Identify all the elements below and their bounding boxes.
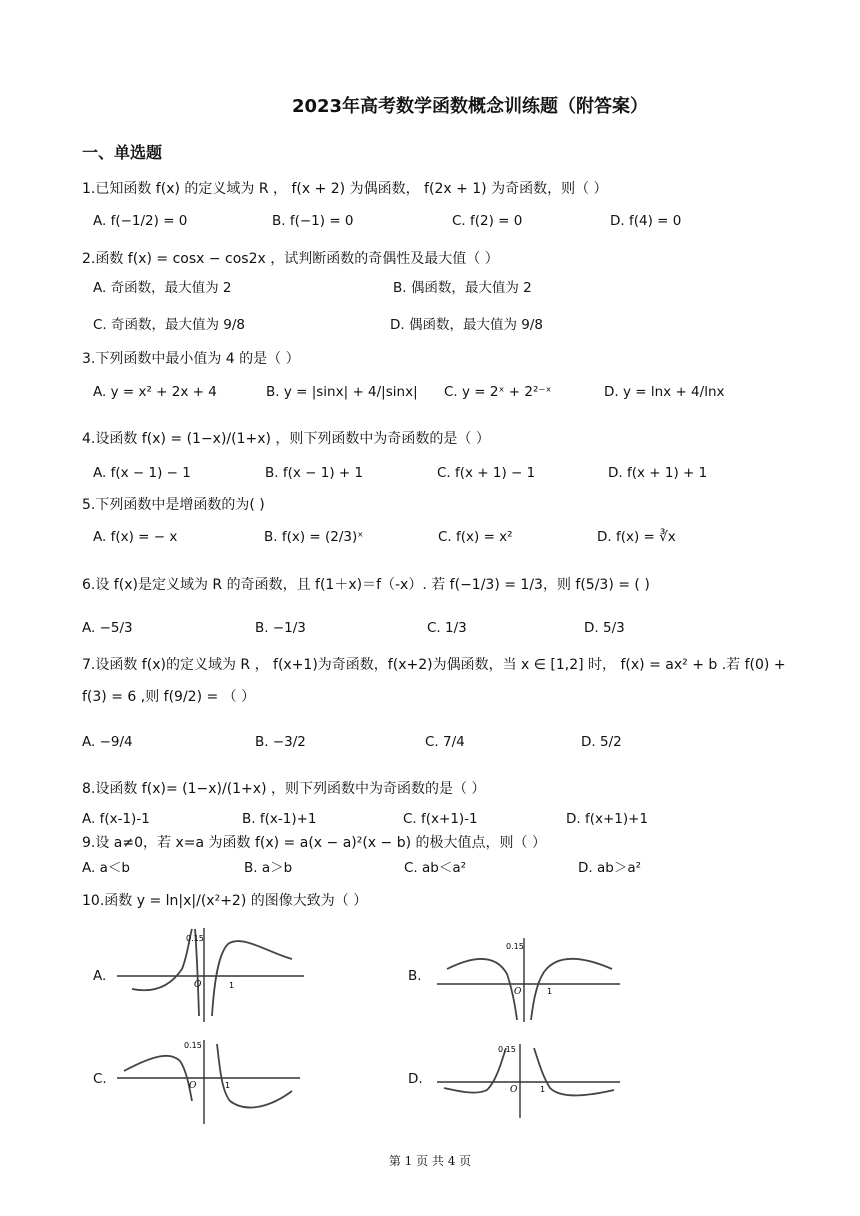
q4-option-d: D. f(x + 1) + 1 [608, 465, 708, 481]
q7-option-d: D. 5/2 [581, 734, 622, 750]
q9-option-c: C. ab＜a² [404, 860, 467, 876]
q5-option-c: C. f(x) = x² [438, 529, 513, 545]
question-7-stem-line2: f(3) = 6 ,则 f(9/2) = （ ） [82, 689, 256, 705]
q6-option-c: C. 1/3 [427, 620, 467, 636]
graph-b [432, 934, 627, 1024]
q8-option-d: D. f(x+1)+1 [566, 811, 649, 827]
graph-a-origin: O [194, 980, 202, 990]
q7-option-a: A. −9/4 [82, 734, 133, 750]
q5-option-b: B. f(x) = (2/3)ˣ [264, 529, 364, 545]
q8-option-b: B. f(x-1)+1 [242, 811, 317, 827]
question-4-stem: 4.设函数 f(x) = (1−x)/(1+x) ，则下列函数中为奇函数的是（ ） [82, 431, 490, 447]
graph-d-origin: O [510, 1085, 518, 1095]
question-1-stem: 1.已知函数 f(x) 的定义域为 R ， f(x + 2) 为偶函数， f(2x + 1) 为奇函数，则（ ） [82, 181, 608, 197]
q3-option-a: A. y = x² + 2x + 4 [93, 384, 217, 400]
q6-option-b: B. −1/3 [255, 620, 306, 636]
q10-option-d: D. [408, 1071, 423, 1087]
question-5-stem: 5.下列函数中是增函数的为( ) [82, 497, 265, 513]
q6-option-d: D. 5/3 [584, 620, 625, 636]
q8-option-a: A. f(x-1)-1 [82, 811, 150, 827]
graph-d-xone: 1 [540, 1085, 546, 1094]
q1-option-c: C. f(2) = 0 [452, 213, 523, 229]
q2-option-b: B. 偶函数，最大值为 2 [393, 280, 532, 296]
q3-option-b: B. y = |sinx| + 4/|sinx| [266, 384, 418, 400]
q10-option-c: C. [93, 1071, 107, 1087]
q2-option-c: C. 奇函数，最大值为 9/8 [93, 317, 246, 333]
q1-option-a: A. f(−1/2) = 0 [93, 213, 188, 229]
q4-option-c: C. f(x + 1) − 1 [437, 465, 536, 481]
q7-option-c: C. 7/4 [425, 734, 465, 750]
graph-c [112, 1036, 307, 1126]
q9-option-a: A. a＜b [82, 860, 130, 876]
q5-option-d: D. f(x) = ∛x [597, 529, 676, 545]
question-2-stem: 2.函数 f(x) = cosx − cos2x ，试判断函数的奇偶性及最大值（ ） [82, 251, 499, 267]
q1-option-b: B. f(−1) = 0 [272, 213, 354, 229]
question-6-stem: 6.设 f(x)是定义域为 R 的奇函数，且 f(1＋x)＝f（-x）. 若 f(−1/3) = 1/3，则 f(5/3) = ( ) [82, 577, 650, 593]
q3-option-c: C. y = 2ˣ + 2²⁻ˣ [444, 384, 552, 400]
graph-d [432, 1040, 627, 1120]
q4-option-a: A. f(x − 1) − 1 [93, 465, 191, 481]
graph-a-xone: 1 [229, 981, 235, 990]
graph-b-origin: O [514, 987, 522, 997]
question-8-stem: 8.设函数 f(x)= (1−x)/(1+x) ，则下列函数中为奇函数的是（ ） [82, 781, 486, 797]
page-title: 2023年高考数学函数概念训练题（附答案） [291, 96, 649, 117]
q2-option-a: A. 奇函数，最大值为 2 [93, 280, 232, 296]
graph-a [112, 924, 312, 1024]
q5-option-a: A. f(x) = − x [93, 529, 178, 545]
page-footer: 第 1 页 共 4 页 [388, 1154, 472, 1168]
q4-option-b: B. f(x − 1) + 1 [265, 465, 364, 481]
graph-b-ytick: 0.15 [506, 942, 524, 951]
q7-option-b: B. −3/2 [255, 734, 306, 750]
graph-d-ytick: 0.15 [498, 1045, 516, 1054]
q2-option-d: D. 偶函数，最大值为 9/8 [390, 317, 543, 333]
q10-option-b: B. [408, 968, 422, 984]
graph-c-xone: 1 [225, 1081, 231, 1090]
section-heading: 一、单选题 [82, 143, 163, 162]
q9-option-d: D. ab＞a² [578, 860, 642, 876]
graph-a-ytick: 0.15 [186, 934, 204, 943]
question-3-stem: 3.下列函数中最小值为 4 的是（ ） [82, 351, 300, 367]
question-10-stem: 10.函数 y = ln|x|/(x²+2) 的图像大致为（ ） [82, 893, 368, 909]
graph-c-ytick: 0.15 [184, 1041, 202, 1050]
q1-option-d: D. f(4) = 0 [610, 213, 682, 229]
graph-c-origin: O [189, 1081, 197, 1091]
q6-option-a: A. −5/3 [82, 620, 133, 636]
question-7-stem: 7.设函数 f(x)的定义域为 R ， f(x+1)为奇函数，f(x+2)为偶函数，当 x ∈ [1,2] 时， f(x) = ax² + b .若 f(0) + [82, 657, 786, 673]
question-9-stem: 9.设 a≠0，若 x=a 为函数 f(x) = a(x − a)²(x − b) 的极大值点，则（ ） [82, 835, 546, 851]
q3-option-d: D. y = lnx + 4/lnx [604, 384, 725, 400]
q9-option-b: B. a＞b [244, 860, 293, 876]
q10-option-a: A. [93, 968, 107, 984]
graph-b-xone: 1 [547, 987, 553, 996]
q8-option-c: C. f(x+1)-1 [403, 811, 478, 827]
